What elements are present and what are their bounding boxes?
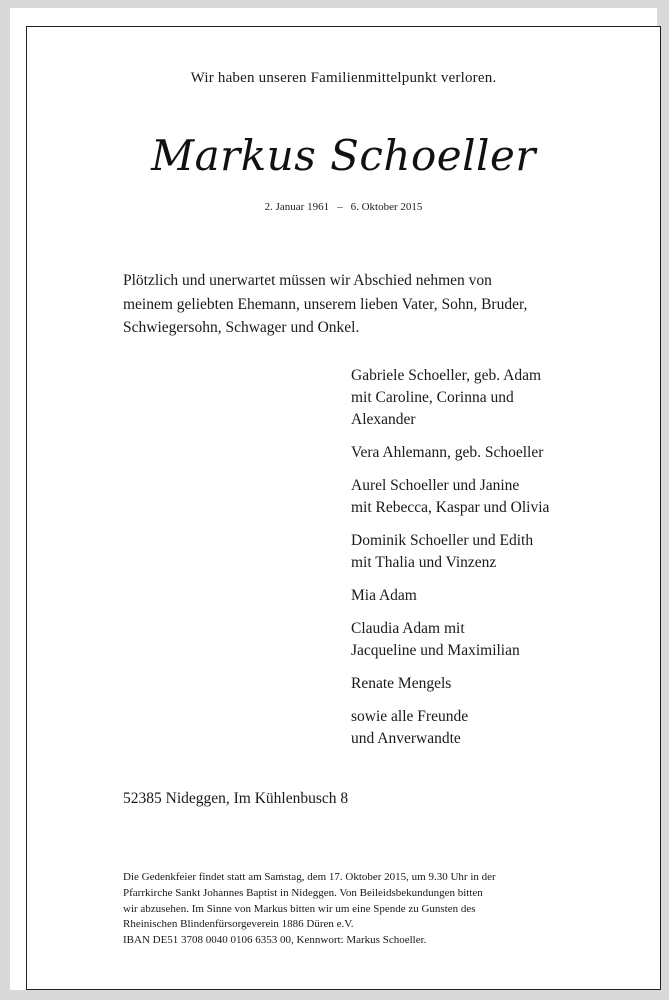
mourner-line: mit Thalia und Vinzenz	[351, 554, 497, 571]
mourner-line: Aurel Schoeller und Janine	[351, 477, 520, 494]
date-separator: –	[337, 201, 343, 213]
mourner-line: sowie alle Freunde	[351, 708, 469, 725]
mourner-group	[351, 585, 631, 607]
message-line: meinem geliebten Ehemann, unserem lieben Vater, Sohn, Bruder,	[123, 295, 528, 313]
mourner-line: und Anverwandte	[351, 730, 461, 747]
mourner-group	[351, 365, 631, 431]
birth-date: 2. Januar 1961	[264, 201, 330, 213]
funeral-info-line: Pfarrkirche Sankt Johannes Baptist in Nideggen. Von Beileidsbekundungen bitten	[123, 886, 483, 899]
mourner-line: Claudia Adam mit	[351, 620, 465, 637]
intro-line: Wir haben unseren Familienmittelpunkt verloren.	[190, 70, 497, 86]
mourner-line: Mia Adam	[351, 587, 417, 604]
farewell-message	[123, 269, 583, 340]
notice-sheet	[10, 8, 657, 990]
mourners-list	[351, 365, 631, 761]
mourner-line: Jacqueline und Maximilian	[351, 642, 520, 659]
mourner-group	[351, 475, 631, 519]
life-dates	[27, 201, 660, 213]
message-line: Schwiegersohn, Schwager und Onkel.	[123, 319, 360, 336]
funeral-info-line: Rheinischen Blindenfürsorgeverein 1886 Düren e.V.	[123, 918, 354, 931]
mourner-line: Gabriele Schoeller, geb. Adam	[351, 367, 542, 384]
death-date: 6. Oktober 2015	[350, 201, 423, 213]
mourner-group	[351, 442, 631, 464]
mourner-line: Renate Mengels	[351, 675, 452, 692]
mourner-group	[351, 618, 631, 662]
funeral-info-line: Die Gedenkfeier findet statt am Samstag, dem 17. Oktober 2015, um 9.30 Uhr in der	[123, 871, 496, 883]
mourner-line: Vera Ahlemann, geb. Schoeller	[351, 444, 544, 461]
mourner-line: mit Caroline, Corinna und	[351, 389, 514, 406]
mourner-line: mit Rebecca, Kaspar und Olivia	[351, 499, 550, 516]
funeral-info-line: IBAN DE51 3708 0040 0106 6353 00, Kennwort: Markus Schoeller.	[123, 934, 427, 947]
mourner-group	[351, 673, 631, 695]
funeral-info-line: wir abzusehen. Im Sinne von Markus bitten wir um eine Spende zu Gunsten des	[123, 902, 476, 915]
notice-frame	[26, 26, 661, 990]
mourner-line: Alexander	[351, 411, 416, 428]
mourner-group	[351, 530, 631, 574]
deceased-name: Markus Schoeller	[151, 131, 536, 180]
message-line: Plötzlich und unerwartet müssen wir Abschied nehmen von	[123, 272, 492, 289]
family-address: 52385 Nideggen, Im Kühlenbusch 8	[123, 790, 349, 807]
mourner-line: Dominik Schoeller und Edith	[351, 532, 534, 549]
funeral-info	[123, 870, 603, 949]
mourner-group	[351, 706, 631, 750]
